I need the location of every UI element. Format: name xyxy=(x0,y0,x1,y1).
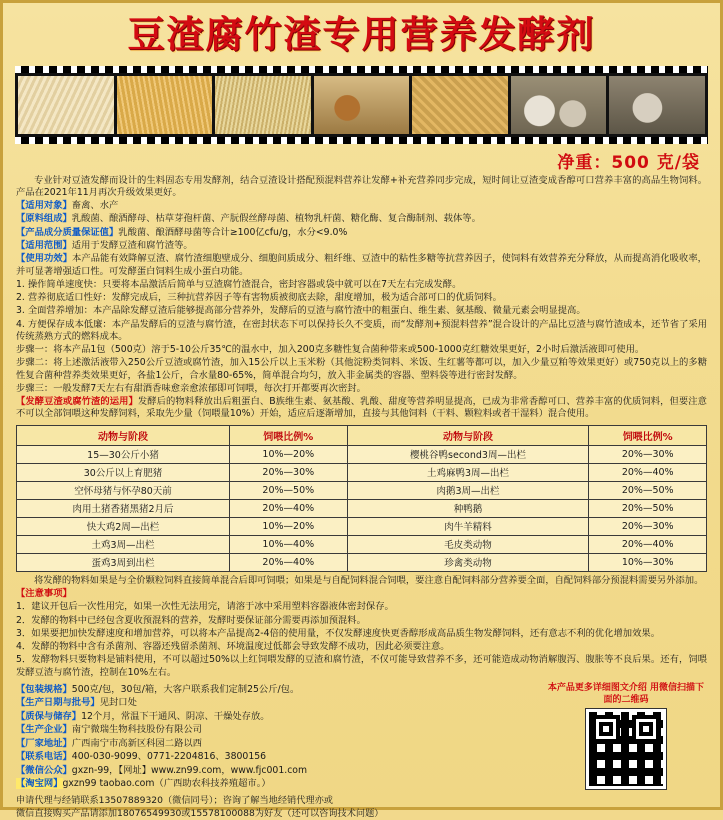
cell-ratio: 20%—30% xyxy=(230,463,348,481)
bottom-section xyxy=(16,683,707,791)
photo-frame-7 xyxy=(609,76,705,134)
fact-key-4: 【厂家地址】 xyxy=(16,737,72,749)
cell-animal: 种鸭鹅 xyxy=(347,499,589,517)
content-body xyxy=(3,175,720,820)
fact-row-3 xyxy=(16,723,539,736)
table-row xyxy=(17,499,707,517)
cell-animal: 肉用土猪香猪黑猪2月后 xyxy=(17,499,230,517)
cell-animal: 土鸡3周—出栏 xyxy=(17,535,230,553)
fact-key-3: 【生产企业】 xyxy=(16,724,72,736)
table-row xyxy=(17,553,707,571)
fact-key-6: 【微信公众】 xyxy=(16,764,72,776)
table-header-3: 饲喂比例% xyxy=(589,425,707,445)
ferment-usage-label: 【发酵豆渣或腐竹渣的运用】 xyxy=(16,396,138,408)
spec-text-2: 乳酸菌、酿酒酵母菌等合计≥100亿cfu/g，水分<9.0% xyxy=(118,226,348,238)
spec-row-0 xyxy=(16,200,707,212)
table-header-row xyxy=(17,425,707,445)
spec-label-3: 【适用范围】 xyxy=(16,240,72,252)
cell-animal: 15—30公斤小猪 xyxy=(17,445,230,463)
spec-row-3 xyxy=(16,240,707,252)
fact-row-2 xyxy=(16,710,539,723)
fact-value-1: 见封口处 xyxy=(99,697,137,709)
fact-value-0: 500克/包，30包/箱，大客户联系我们定制25公斤/包。 xyxy=(71,683,300,695)
table-row xyxy=(17,463,707,481)
fact-value-2: 12个月，常温下干通风、阴凉、干燥处存放。 xyxy=(81,710,270,722)
cell-ratio: 20%—40% xyxy=(589,535,707,553)
spec-label-1: 【原料组成】 xyxy=(16,213,72,225)
cell-animal: 蛋鸡3周到出栏 xyxy=(17,553,230,571)
spec-row-2 xyxy=(16,227,707,239)
fact-key-0: 【包装规格】 xyxy=(16,683,72,695)
cell-animal: 土鸡麻鸭3周—出栏 xyxy=(347,463,589,481)
cell-ratio: 20%—30% xyxy=(589,445,707,463)
cell-ratio: 10%—20% xyxy=(230,517,348,535)
fact-value-5: 400-030-9099、0771-2204816、3800156 xyxy=(71,751,267,763)
cell-animal: 肉鹅3周—出栏 xyxy=(347,481,589,499)
cell-animal: 30公斤以上育肥猪 xyxy=(17,463,230,481)
fact-value-7[interactable]: gxzn99 taobao.com（广西助农科技养殖超市。） xyxy=(62,778,271,790)
qr-note: 本产品更多详细图文介绍 用微信扫描下面的二维码 xyxy=(547,682,705,705)
usage-step-1: 2. 营养彻底适口性好：发酵完成后，三种抗营养因子等有害物质被彻底去除，甜度增加，极为适合部可口的优质饲料。 xyxy=(16,292,502,304)
spec-text-3: 适用于发酵豆渣和腐竹渣等。 xyxy=(71,240,193,252)
spec-text-4: 本产品能有效降解豆渣、腐竹渣细胞壁成分、细胞间质成分、粗纤维、豆渣中的粘性多糖等抗营养因子，使饲料有效营养充分释放，从而提高消化吸收率，并可显著增强适口性。可发酵蛋白饲料生成小蛋白功能。 xyxy=(16,253,707,277)
spec-text-1: 乳酸菌、酿酒酵母、枯草芽孢杆菌、产朊假丝酵母菌、植物乳杆菌、糖化酶、复合酶制剂、载体等。 xyxy=(71,213,481,225)
fact-key-2: 【质保与储存】 xyxy=(16,710,82,722)
usage-step-2: 3. 全面营养增加：本产品除发酵豆渣后能够提高部分营养外，发酵后的豆渣与腐竹渣中的粗蛋白、维生素、氨基酸、微量元素会明显提高。 xyxy=(16,305,586,317)
footer-line-0: 申请代理与经销联系13507889320（微信同号）；咨询了解当地经销代理亦或 xyxy=(16,794,333,806)
company-facts xyxy=(16,683,539,791)
cell-animal: 空怀母猪与怀孕80天前 xyxy=(17,481,230,499)
cell-animal: 肉牛羊精料 xyxy=(347,517,589,535)
fact-row-6 xyxy=(16,764,539,777)
note-item-1: 2．发酵的物料中已经包含夏收预混料的营养，发酵时要保证部分需要再添加预混料。 xyxy=(16,614,366,626)
cell-ratio: 20%—50% xyxy=(230,481,348,499)
note-item-4: 5．发酵物料只要物料是铺料使用，不可以超过50%以上红饲喂发酵的豆渣和腐竹渣，不仅可能导致营养不多，还可能造成动物消解腹泻、腹胀等不良后果。还有，饲喂发酵豆渣与腐竹渣，控制在10%左右。 xyxy=(16,654,707,678)
fact-key-1: 【生产日期与批号】 xyxy=(16,697,100,709)
table-header-0: 动物与阶段 xyxy=(17,425,230,445)
photo-frame-4 xyxy=(314,76,410,134)
photo-frame-3 xyxy=(215,76,311,134)
intro-paragraph: 专业针对豆渣发酵而设计的生料固态专用发酵剂，结合豆渣设计搭配预混料营养让发酵+补充营养同步完成，短时间让豆渣变成香醇可口营养丰富的高品生物饲料。产品在2021年11月再次升级效果更好。 xyxy=(16,174,707,198)
spec-label-2: 【产品成分质量保证值】 xyxy=(16,226,119,238)
table-header-1: 饲喂比例% xyxy=(230,425,348,445)
photo-frame-5 xyxy=(412,76,508,134)
feeding-ratio-table xyxy=(16,425,707,572)
procedure-step-2: 步骤二：将上述激活液带入250公斤豆渣或腐竹渣，加入15公斤以上玉米粉（其他淀粉类饲料、米饭、生红薯等都可以，加入少量豆粕等效果更好）或750克以上的多糖性复合菌种营养类效果更好，各盐1公斤，合水量80-65%，简单混合均匀，放入非金属类的容器、塑料袋等进行密封发酵。 xyxy=(16,357,707,381)
note-item-3: 4．发酵的物料中含有杀菌剂、容器还残留杀菌剂、环境温度过低都会导致发酵不成功，因此必须要注意。 xyxy=(16,641,450,653)
cell-ratio: 20%—40% xyxy=(589,463,707,481)
fact-key-5: 【联系电话】 xyxy=(16,751,72,763)
cell-animal: 快大鸡2周—出栏 xyxy=(17,517,230,535)
spec-text-0: 畜禽、水产 xyxy=(71,200,119,212)
cell-ratio: 10%—20% xyxy=(230,445,348,463)
usage-step-0: 1. 操作简单速度快：只要将本品激活后简单与豆渣腐竹渣混合，密封容器或袋中就可以在7天左右完成发酵。 xyxy=(16,278,462,290)
fact-value-6[interactable]: gxzn-99，【网址】www.zn99.com，www.fjc001.com xyxy=(71,764,308,776)
cell-ratio: 10%—30% xyxy=(589,553,707,571)
footer-line-1: 微信直接购买产品请添加18076549930或15578100088为好友（还可以咨询技术问题） xyxy=(16,807,384,819)
table-row xyxy=(17,445,707,463)
photo-frame-6 xyxy=(511,76,607,134)
procedure-step-3: 步骤三：一般发酵7天左右有甜酒香味愈亲愈浓郁即可饲喂，每次打开都要再次密封。 xyxy=(16,382,366,394)
note-item-0: 1．建议开包后一次性用完，如果一次性无法用完，请溶于冰中采用塑料容器液体密封保存。 xyxy=(16,601,394,613)
usage-step-3: 4. 方便保存成本低廉：本产品发酵后的豆渣与腐竹渣，在密封状态下可以保持长久不变质，而“发酵剂+预混料营养”混合设计的产品比豆渣与腐竹渣成本，还节省了采用传统蒸熟方式的燃料成本。 xyxy=(16,318,707,342)
cell-animal: 樱桃谷鸭second3周—出栏 xyxy=(347,445,589,463)
table-row xyxy=(17,481,707,499)
qr-code-image[interactable] xyxy=(586,709,666,789)
spec-row-1 xyxy=(16,213,707,225)
after-table-paragraph: 将发酵的物料如果是与全价颗粒饲料直接简单混合后即可饲喂；如果是与自配饲料混合饲喂，要注意自配饲料部分营养要全面，自配饲料部分预混料需要另外添加。 xyxy=(34,574,704,586)
page-title: 豆渣腐竹渣专用营养发酵剂 xyxy=(127,13,596,56)
ferment-usage-paragraph xyxy=(16,396,707,421)
cell-ratio: 20%—40% xyxy=(230,553,348,571)
table-row xyxy=(17,517,707,535)
spec-row-4 xyxy=(16,253,707,278)
fact-key-7: 【淘宝网】 xyxy=(16,778,63,790)
photo-frame-2 xyxy=(117,76,213,134)
note-item-2: 3．如果要把加快发酵速度和增加营养，可以将本产品提高2-4倍的使用量，不仅发酵速度快更香醇形成高品质生物发酵饲料，还有意志不利的优化增加效果。 xyxy=(16,627,660,639)
photo-frame-1 xyxy=(18,76,114,134)
cell-animal: 毛皮类动物 xyxy=(347,535,589,553)
fact-row-1 xyxy=(16,696,539,709)
footer-contact xyxy=(16,794,707,820)
net-weight: 净重：500 克/袋 xyxy=(557,152,700,173)
photo-filmstrip xyxy=(15,66,708,144)
fact-row-5 xyxy=(16,750,539,763)
procedure-step-1: 步骤一：将本产品1包（500克）溶于5-10公斤35℃的温水中，加入200克多糖性复合菌种带来或500-1000克红糖效果更好，2小时后激活液即可使用。 xyxy=(16,344,645,356)
cell-ratio: 20%—50% xyxy=(589,481,707,499)
fact-row-4 xyxy=(16,737,539,750)
cell-animal: 珍禽类动物 xyxy=(347,553,589,571)
spec-label-0: 【适用对象】 xyxy=(16,200,72,212)
title-section xyxy=(3,3,720,62)
cell-ratio: 20%—30% xyxy=(589,517,707,535)
cell-ratio: 20%—40% xyxy=(230,499,348,517)
fact-row-7 xyxy=(16,777,539,790)
qr-section xyxy=(539,683,707,791)
ferment-usage-text: 发酵后的物料释放出后粗蛋白、B族维生素、氨基酸、乳酸、甜度等营养明显提高，已成为非常香醇可口、营养丰富的优质饲料，但要注意不可以全部饲喂这种发酵饲料，采取先少量（饲喂量10%）开始，适应后逐渐增加，直接与其他饲料（干料、颗粒料或者干湿料）混合使用。 xyxy=(16,396,707,420)
fact-value-3: 南宁微瑞生物科技股份有限公司 xyxy=(71,724,202,736)
table-row xyxy=(17,535,707,553)
cell-ratio: 20%—50% xyxy=(589,499,707,517)
notes-title: 【注意事项】 xyxy=(16,588,72,599)
cell-ratio: 10%—40% xyxy=(230,535,348,553)
fact-row-0 xyxy=(16,683,539,696)
fact-value-4: 广西南宁市高新区科园二路以西 xyxy=(71,737,202,749)
spec-label-4: 【使用功效】 xyxy=(16,253,73,265)
table-header-2: 动物与阶段 xyxy=(347,425,589,445)
